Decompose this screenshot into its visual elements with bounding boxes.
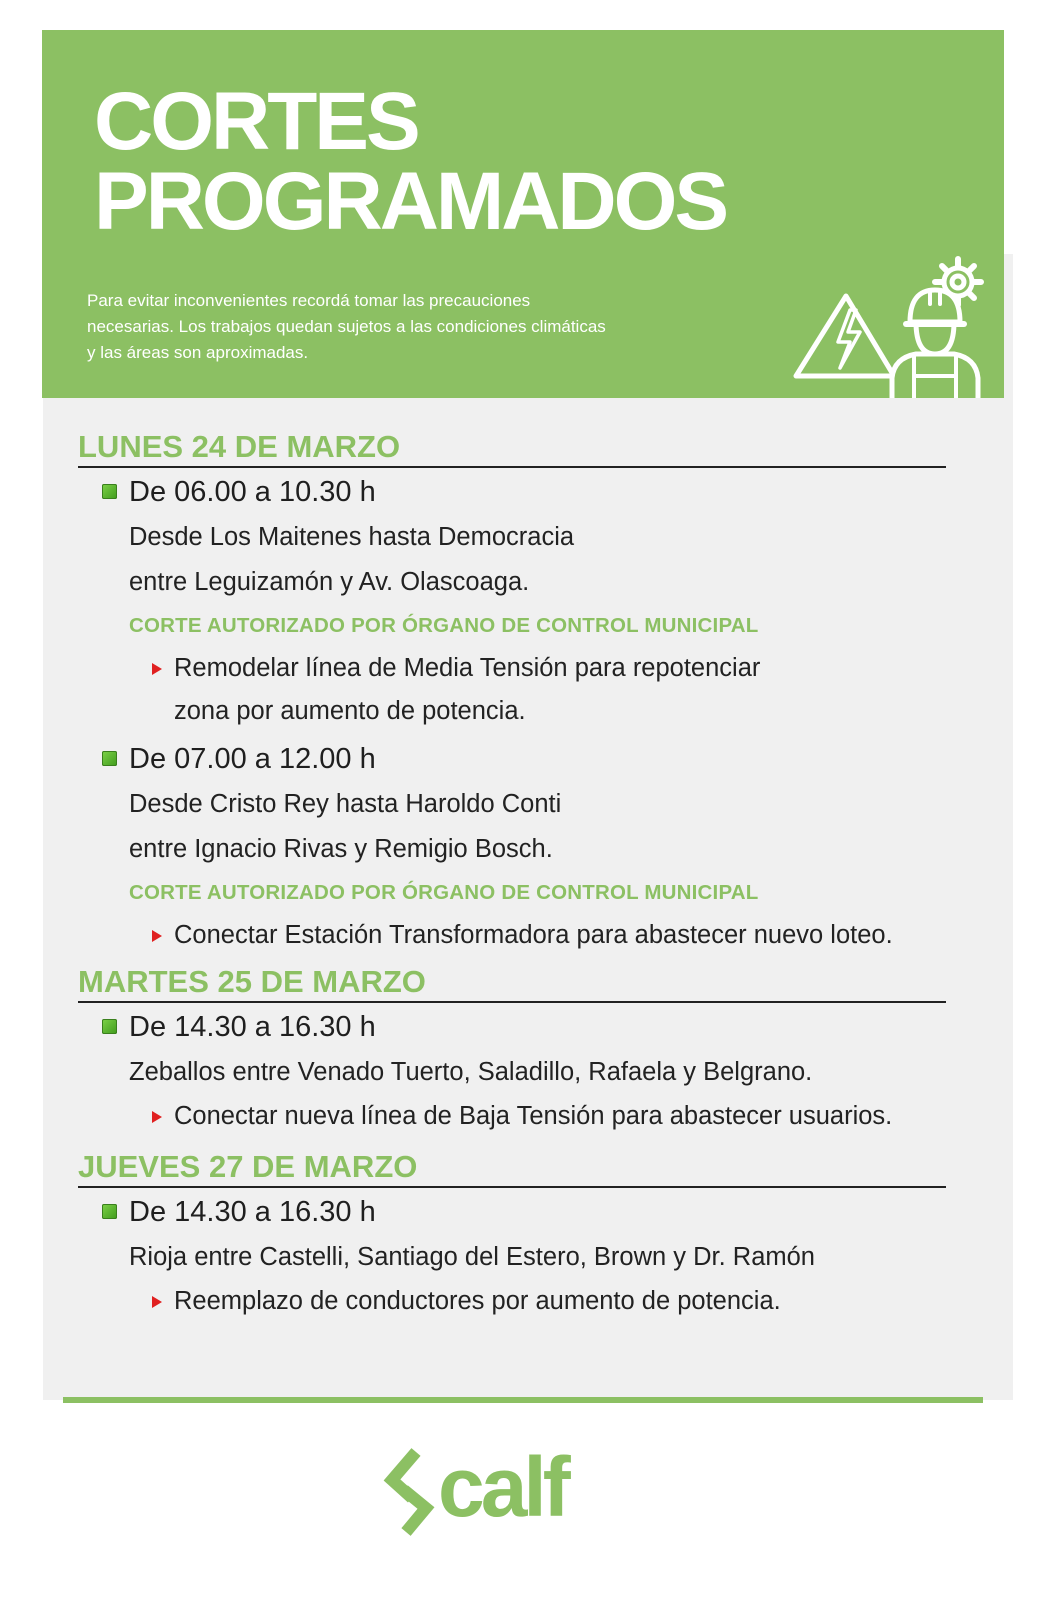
title-line-2: PROGRAMADOS [94,156,727,247]
schedule-slot [102,737,946,957]
task-description: Reemplazo de conductores por aumento de potencia. [174,1287,781,1315]
day-section-martes [78,963,946,1138]
electrical-worker-warning-icon [790,252,1002,398]
header-banner [42,30,1004,398]
page-title [94,76,727,247]
red-triangle-bullet-icon [152,663,162,675]
slot-area-detail: entre Leguizamón y Av. Olascoaga. [129,568,530,596]
calf-logo [382,1440,602,1536]
logo-text: calf [438,1440,567,1534]
red-triangle-bullet-icon [152,1111,162,1123]
schedule-slot [102,1190,946,1323]
slot-time: De 07.00 a 12.00 h [129,743,376,775]
authorization-note: CORTE AUTORIZADO POR ÓRGANO DE CONTROL MUNICIPAL [129,614,759,637]
slot-area: Zeballos entre Venado Tuerto, Saladillo, Rafaela y Belgrano. [129,1058,813,1086]
green-square-bullet-icon [102,484,117,499]
task-description: Remodelar línea de Media Tensión para repotenciar [174,654,761,682]
calf-logo-icon [382,1446,442,1536]
red-triangle-bullet-icon [152,1296,162,1308]
task-description: Conectar Estación Transformadora para abastecer nuevo loteo. [174,921,893,949]
slot-time: De 14.30 a 16.30 h [129,1196,376,1228]
task-description-cont: zona por aumento de potencia. [174,697,526,725]
task-description: Conectar nueva línea de Baja Tensión para abastecer usuarios. [174,1102,893,1130]
intro-text: Para evitar inconvenientes recordá tomar las precauciones necesarias. Los trabajos quedan sujetos a las condiciones climáticas y las áreas son aproximadas. [87,291,606,362]
schedule-slot [102,1005,946,1138]
day-title: MARTES 25 DE MARZO [78,963,946,1003]
slot-area: Desde Cristo Rey hasta Haroldo Conti [129,790,562,818]
schedule-list [78,428,946,1323]
schedule-slot [102,470,946,733]
slot-area: Desde Los Maitenes hasta Democracia [129,523,575,551]
red-triangle-bullet-icon [152,930,162,942]
title-line-1: CORTES [94,76,418,167]
slot-time: De 06.00 a 10.30 h [129,476,376,508]
green-square-bullet-icon [102,751,117,766]
day-section-jueves [78,1148,946,1323]
day-title: LUNES 24 DE MARZO [78,428,946,468]
slot-area: Rioja entre Castelli, Santiago del Estero, Brown y Dr. Ramón [129,1243,815,1271]
green-square-bullet-icon [102,1019,117,1034]
authorization-note: CORTE AUTORIZADO POR ÓRGANO DE CONTROL MUNICIPAL [129,881,759,904]
slot-area-detail: entre Ignacio Rivas y Remigio Bosch. [129,835,553,863]
green-square-bullet-icon [102,1204,117,1219]
footer-divider [63,1397,983,1403]
day-title: JUEVES 27 DE MARZO [78,1148,946,1188]
slot-time: De 14.30 a 16.30 h [129,1011,376,1043]
day-section-lunes [78,428,946,957]
